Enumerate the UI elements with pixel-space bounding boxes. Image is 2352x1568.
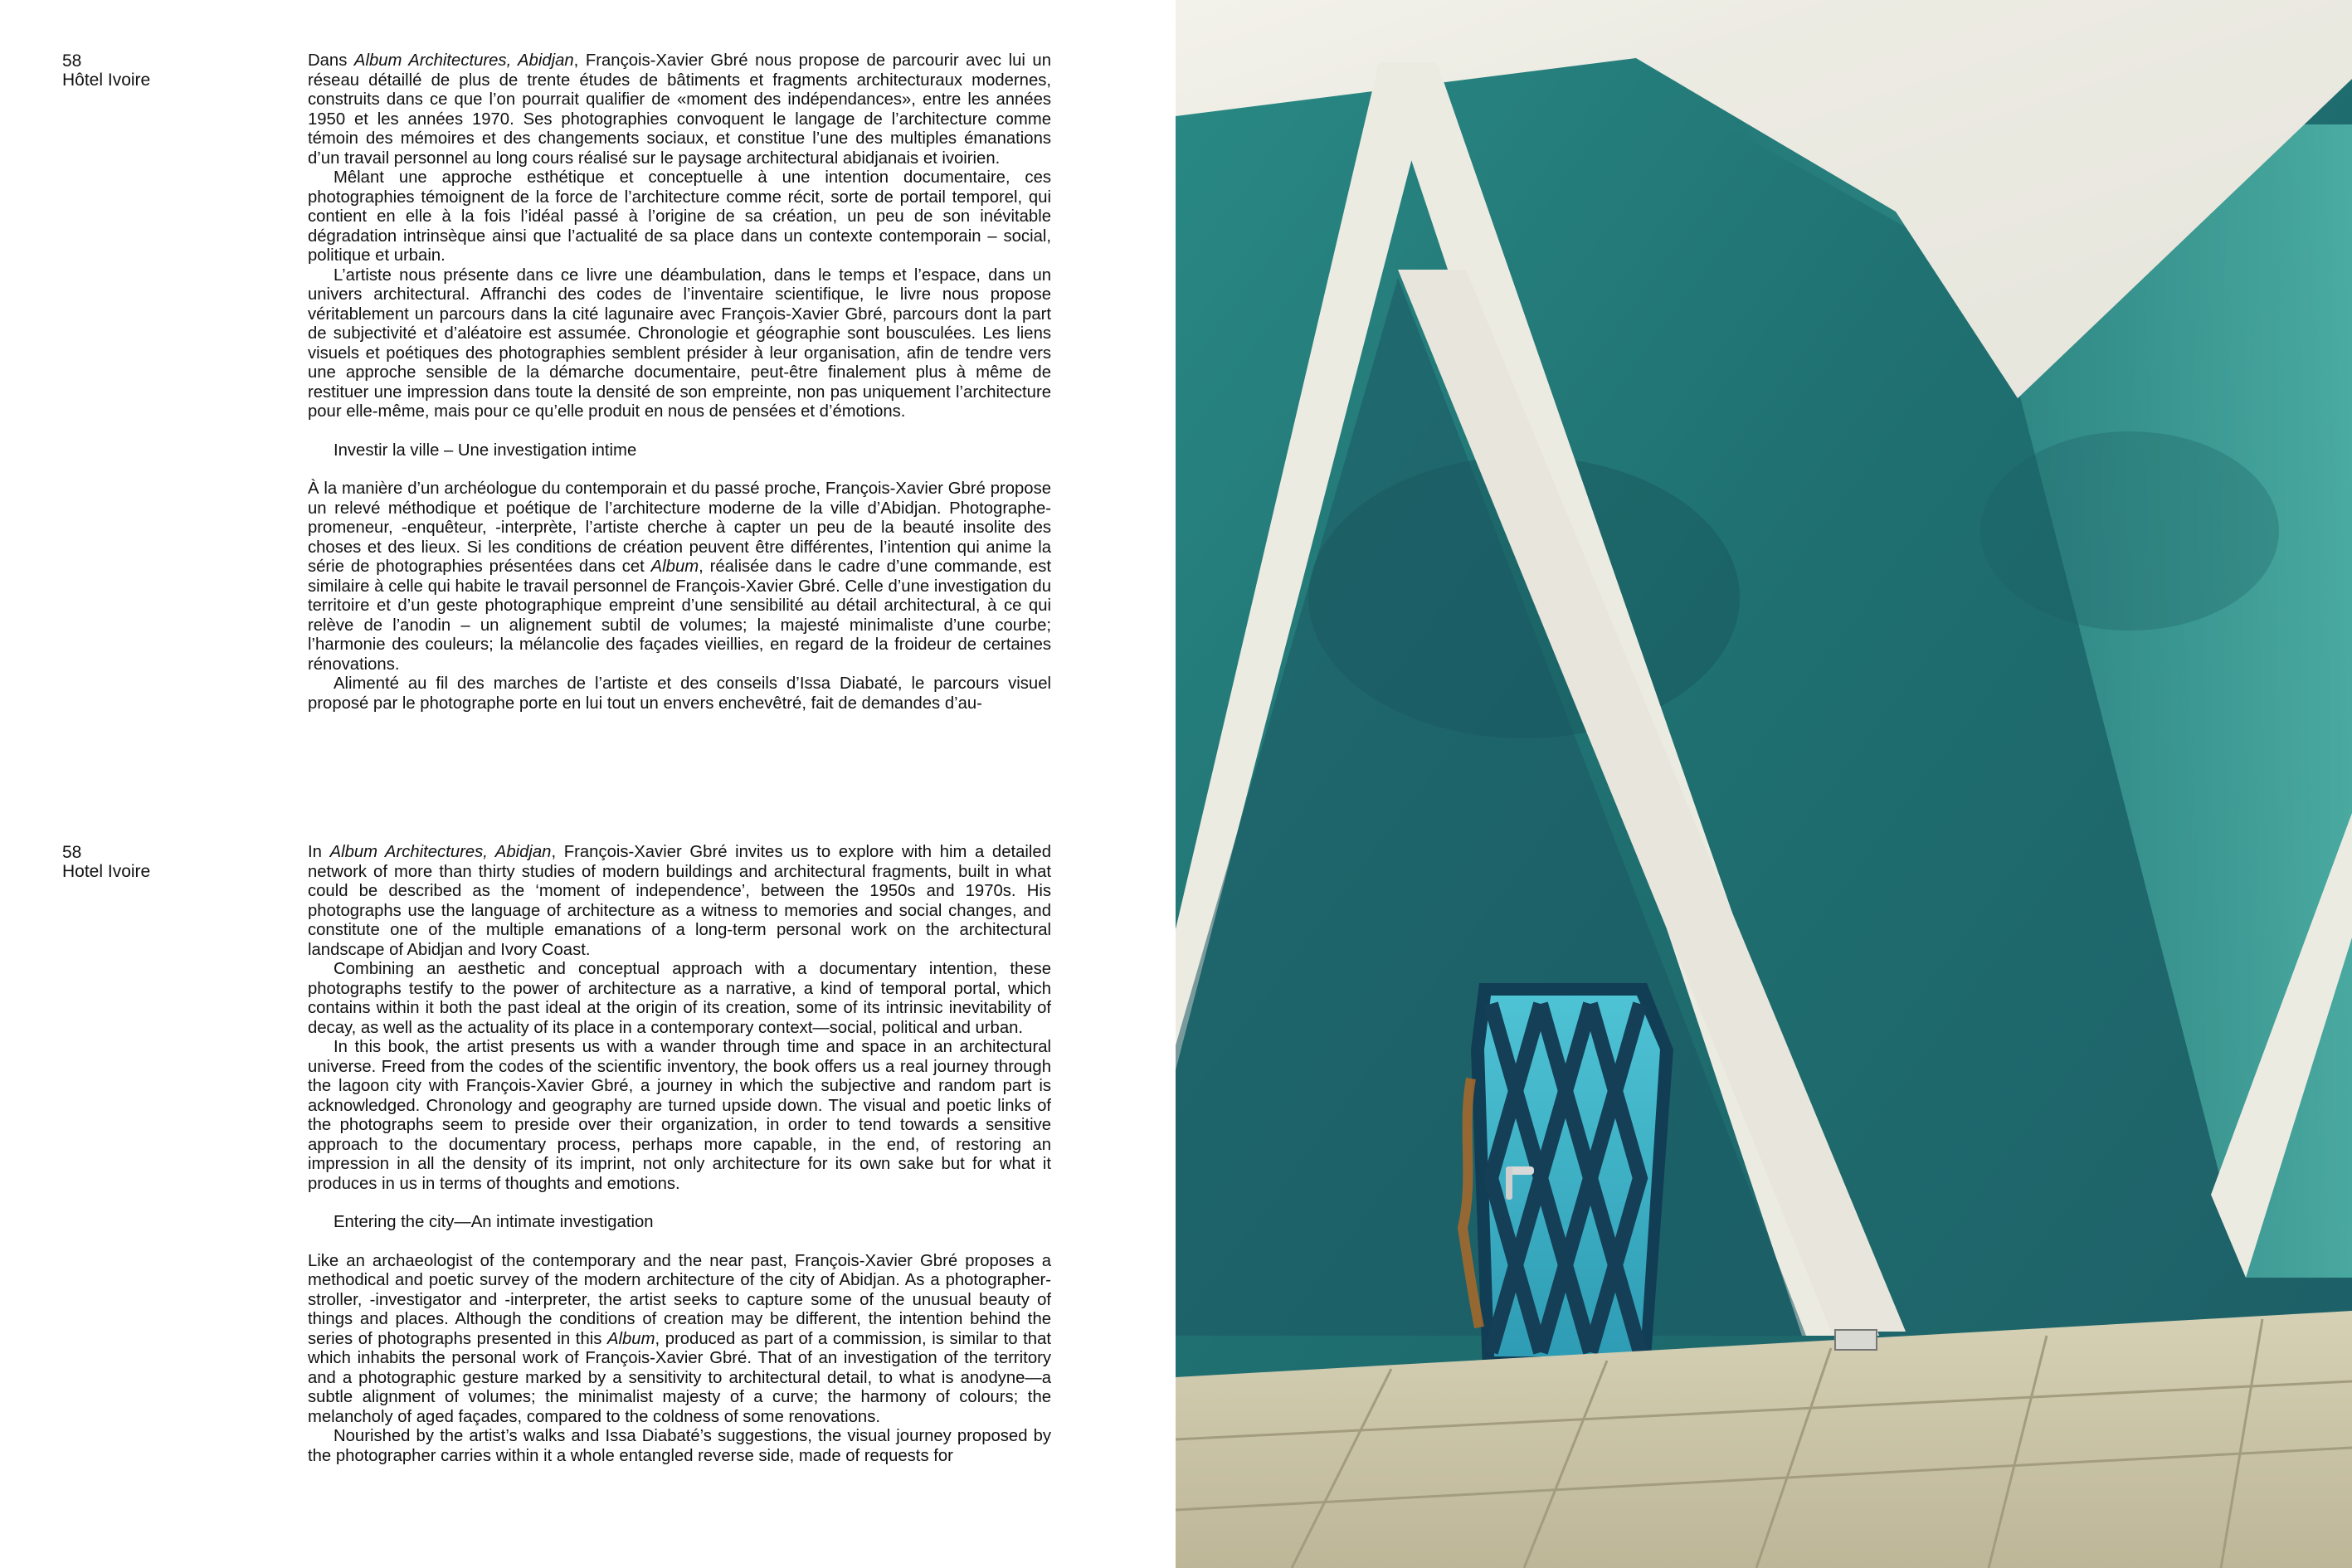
paragraph — [308, 843, 1051, 960]
book-title-italic: Album Architectures, Abidjan — [329, 843, 552, 861]
paragraph — [308, 1252, 1051, 1428]
paragraph — [308, 480, 1051, 674]
book-title-italic: Album — [606, 1329, 655, 1348]
folio-title: Hôtel Ivoire — [62, 71, 151, 90]
paragraph: L’artiste nous présente dans ce livre une déambulation, dans le temps et l’espace, dans un univers architectural. Affranchi des codes de l’inventaire scientifique, le livre nous propose véritablement un parcours dans la cité lagunaire avec François-Xavier Gbré, parcours dont la part de subjectivité et d’aléatoire est assumée. Chronologie et géographie sont bousculées. Les liens visuels et poétiques des photographies semblent présider à leur organisation, afin de tendre vers une approche sensible de la démarche documentaire, peut-être finalement plus à même de restituer une impression dans toute la densité de son empreinte, non pas uniquement l’architecture pour elle-même, mais pour ce qu’elle produit en nous de pensées et d’émotions. — [308, 265, 1051, 421]
subheading: Entering the city—An intimate investigation — [334, 1213, 654, 1231]
paragraph-text: In — [308, 843, 330, 861]
paragraph-text: , François-Xavier Gbré nous propose de parcourir avec lui un réseau détaillé de plus de trente études de bâtiments et fragments architecturaux modernes, construits dans ce que l’on pourrait qualifier de «moment des indépendances», entre les années 1950 et les années 1970. Ses photographies convoquent le langage de l’architecture comme témoin des mémoires et des changements sociaux, et constitue l’une des multiples émanations d’un travail personnel au long cours réalisé sur le paysage architectural abidjanais et ivoirien. — [308, 51, 1051, 168]
paragraph-text: , produced as part of a commission, is similar to that which inhabits the personal work of François-Xavier Gbré. That of an investigation of the territory and a photographic gesture marked by a sensitivity to architectural detail, to what is anodyne—a subtle alignment of volumes; the minimalist majesty of a curve; the harmony of colours; the melancholy of aged façades, compared to the coldness of some renovations. — [308, 1329, 1051, 1426]
book-title-italic: Album Architectures, Abidjan — [353, 51, 574, 70]
architecture-photograph — [1176, 0, 2352, 1568]
folio-en — [62, 843, 278, 881]
page-number: 58 — [62, 51, 82, 71]
paragraph — [308, 51, 1051, 168]
paragraph: Alimenté au fil des marches de l’artiste et des conseils d’Issa Diabaté, le parcours visuel proposé par le photographe porte en lui tout un envers enchevêtré, fait de demandes d’au- — [308, 674, 1051, 713]
paragraph-text: , réalisée dans le cadre d’une commande, est similaire à celle qui habite le travail personnel de François-Xavier Gbré. Celle d’une investigation du territoire et d’un geste photographique empreint d’une sensibilité au détail architectural, à ce qui relève de l’anodin – un alignement subtil de volumes; la majesté minimaliste d’une courbe; l’harmonie des couleurs; la mélancolie des façades vieillies, en regard de la froideur de certaines rénovations. — [308, 558, 1051, 674]
paragraph-text: , François-Xavier Gbré invites us to explore with him a detailed network of more than thirty studies of modern buildings and architectural fragments, built in what could be described as the ‘moment of independence’, between the 1950s and 1970s. His photographs use the language of architecture as a witness to memories and social changes, and constitute one of the multiple emanations of a long-term personal work on the architectural landscape of Abidjan and Ivory Coast. — [308, 843, 1051, 959]
paragraph-text: Dans — [308, 51, 354, 70]
subheading: Investir la ville – Une investigation intime — [334, 441, 637, 460]
folio-fr — [62, 51, 278, 90]
door-lock-plate — [1506, 1166, 1512, 1200]
palm-shadow — [1980, 431, 2279, 631]
paragraph: In this book, the artist presents us with a wander through time and space in an architectural universe. Freed from the codes of the scientific inventory, the book offers us a real journey through the lagoon city with François-Xavier Gbré, a journey in which the subjective and random part is acknowledged. Chronology and geography are turned upside down. The visual and poetic links of the photographs seem to preside over their organization, in order to tend towards a sensitive approach to the documentary process, perhaps more capable, in the end, of restoring an impression in all the density of its imprint, not only architecture for its own sake but for what it produces in us in terms of thoughts and emotions. — [308, 1038, 1051, 1193]
book-title-italic: Album — [650, 558, 699, 576]
paragraph: Nourished by the artist’s walks and Issa Diabaté’s suggestions, the visual journey proposed by the photographer carries within it a whole entangled reverse side, made of requests for — [308, 1427, 1051, 1465]
paragraph: Combining an aesthetic and conceptual approach with a documentary intention, these photographs testify to the power of architecture as a narrative, a kind of temporal portal, which contains within it both the past ideal at the origin of its creation, some of its intrinsic inevitability of decay, as well as the actuality of its place in a contemporary context—social, political and urban. — [308, 960, 1051, 1037]
paragraph: Mêlant une approche esthétique et conceptuelle à une intention documentaire, ces photographies témoignent de la force de l’architecture comme récit, sorte de portail temporel, qui contient en elle à la fois l’idéal passé à l’origine de sa création, un peu de son inévitable dégradation intrinsèque ainsi que l’actualité de sa place dans un contexte contemporain – social, politique et urbain. — [308, 168, 1051, 265]
page-number: 58 — [62, 843, 82, 862]
body-text-fr — [308, 51, 1051, 713]
paragraph-text: À la manière d’un archéologue du contemporain et du passé proche, François-Xavier Gbré propose un relevé méthodique et poétique de l’architecture moderne de la ville d’Abidjan. Photographe-promeneur, -enquêteur, -interprète, l’artiste cherche à capter un peu de la beauté insolite des choses et des lieux. Si les conditions de création peuvent être différentes, l’intention qui anime la série de photographies présentées dans cet — [308, 480, 1051, 576]
body-text-en — [308, 843, 1051, 1466]
paragraph-text: Like an archaeologist of the contemporary and the near past, François-Xavier Gbré proposes a methodical and poetic survey of the modern architecture of the city of Abidjan. As a photographer-stroller, -investigator and -interpreter, the artist seeks to capture some of the unusual beauty of things and places. Although the conditions of creation may be different, the intention behind the series of photographs presented in this — [308, 1251, 1051, 1348]
folio-title: Hotel Ivoire — [62, 862, 151, 881]
small-concrete-block — [1835, 1330, 1877, 1350]
photograph-page — [1176, 0, 2352, 1568]
